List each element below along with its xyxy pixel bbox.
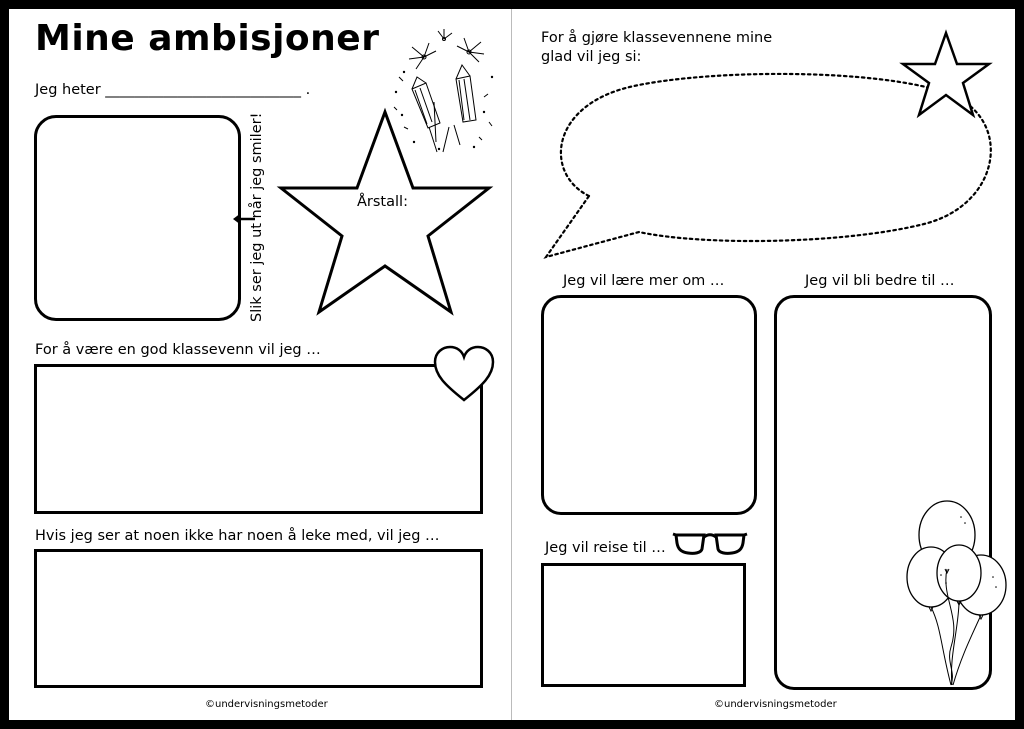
year-label: Årstall: [357, 194, 408, 210]
year-star [279, 109, 491, 315]
say-prompt-line2: glad vil jeg si: [541, 49, 642, 65]
no-one-to-play-prompt: Hvis jeg ser at noen ikke har noen å leke med, vil jeg … [35, 528, 440, 544]
glasses-icon [672, 529, 748, 557]
travel-answer-box[interactable] [541, 563, 746, 687]
balloons-icon [901, 497, 1013, 687]
good-friend-prompt: For å være en god klassevenn vil jeg … [35, 342, 321, 358]
right-footer: ©undervisningsmetoder [714, 699, 837, 710]
left-footer: ©undervisningsmetoder [205, 699, 328, 710]
heart-icon [433, 345, 495, 403]
good-friend-answer-box[interactable] [34, 364, 483, 514]
learn-more-answer-box[interactable] [541, 295, 757, 515]
worksheet [9, 9, 1015, 720]
name-prompt: Jeg heter ___________________________ . [35, 82, 311, 98]
get-better-prompt: Jeg vil bli bedre til … [805, 273, 955, 289]
smile-caption: Slik ser jeg ut når jeg smiler! [249, 112, 265, 322]
say-prompt-line1: For å gjøre klassevennene mine [541, 30, 773, 46]
page-title: Mine ambisjoner [35, 18, 380, 59]
no-one-to-play-answer-box[interactable] [34, 549, 483, 688]
learn-more-prompt: Jeg vil lære mer om … [563, 273, 725, 289]
page-divider [511, 9, 512, 720]
travel-prompt: Jeg vil reise til … [545, 540, 666, 556]
smile-photo-box[interactable] [34, 115, 241, 321]
star-icon [902, 31, 990, 117]
